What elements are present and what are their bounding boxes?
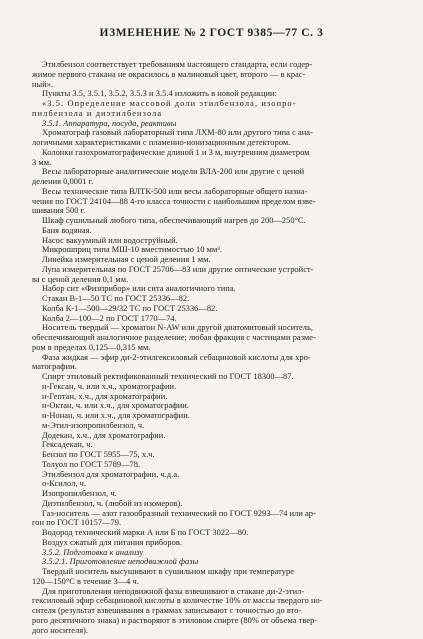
text-line: Толуол по ГОСТ 5789—78. — [42, 459, 141, 469]
text-line: Бензол по ГОСТ 5955—75, х.ч. — [42, 450, 155, 459]
text-line: рого десятичного знака) и растворяют в этиловом спирте (80% от объема твер- — [32, 615, 318, 625]
text-line: 3.5.2. Подготовка к анализу — [42, 547, 144, 557]
text-line: обеспечивающий аналогичное разделение; любая фракция с частицами разме- — [32, 333, 316, 342]
text-line: Водород технический марки А или Б по ГОСТ 3022—80. — [42, 528, 249, 537]
text-line: Хроматограф газовый лабораторный типа ЛХМ-80 или другого типа с ана- — [42, 128, 313, 138]
text-line: 3.5.2.1. Приготовление неподвижной фазы — [42, 557, 199, 567]
text-line: сителя (результат взвешивания в граммах записывают с точностью до вто- — [32, 606, 302, 615]
text-line: Твердый носитель высушивают в сушильном шкафу при температуре — [42, 567, 294, 576]
text-line: Набор сит «Физприбор» или сита аналогичного типа. — [42, 284, 236, 294]
text-line: м-Этил-изопропилбензол, ч. — [42, 420, 145, 430]
text-line: Колонки газохроматографические длиной 1 и 3 м, внутренним диаметром — [42, 147, 310, 157]
text-line: Микрошприц типа МШ-10 вместимостью 10 мм³. — [42, 245, 223, 255]
page-heading: ИЗМЕНЕНИЕ № 2 ГОСТ 9385—77 С. 3 — [99, 27, 324, 39]
text-line: Газ-носитель — азот газообразный технический по ГОСТ 9293—74 или ар- — [42, 508, 316, 518]
text-line: Воздух сжатый для питания приборов. — [42, 537, 183, 547]
text-line: Этилбензол соответствует требованиям настоящего стандарта, если содер- — [42, 60, 313, 69]
text-line: Изопропилбензол, ч. — [42, 489, 117, 498]
text-line: матографии. — [32, 362, 77, 372]
text-line: Баня водяная. — [42, 225, 92, 235]
text-line: гон по ГОСТ 10157—79. — [32, 518, 122, 528]
text-line: Фаза жидкая — эфир ди-2-этилгексиловый себациновой кислоты для хро- — [42, 352, 311, 362]
text-line: н-Гептан, х.ч., для хроматографии. — [42, 391, 168, 401]
text-line: 120—150°С в течение 3—4 ч. — [32, 576, 139, 586]
text-line: деления 0,0001 г. — [32, 177, 94, 186]
text-line: Спирт этиловый ректификованный технический по ГОСТ 18300—87. — [42, 372, 294, 381]
text-line: Весы лабораторные аналитические модели ВЛА-200 или другие с ценой — [42, 167, 305, 177]
text-line: 3.5.1. Аппаратура, посуда, реактивы — [42, 118, 177, 128]
text-line: Пункты 3.5, 3.5.1, 3.5.2, 3.5.3 и 3.5.4 изложить в новой редакции: — [42, 89, 277, 99]
text-line: 3 мм. — [32, 157, 52, 167]
text-line: Для приготовления неподвижной фазы взвешивают в стакане ди-2-этил- — [42, 586, 305, 596]
text-line: Весы технические типа ВЛТК-500 или весы лабораторные общего назна- — [42, 186, 308, 196]
text-line: Лупа измерительная по ГОСТ 25706—83 или другие оптические устройст- — [42, 264, 314, 274]
text-line: дого носителя). — [32, 625, 89, 635]
text-line: Насос вакуумный или водоструйный. — [42, 235, 178, 245]
text-line: Стакан В-1—50 ТС по ГОСТ 25336—82. — [42, 294, 190, 303]
text-line: Колба 2—100—2 по ГОСТ 1770—74. — [42, 313, 177, 323]
text-line: ром в пределах 0,125—0,315 мм. — [32, 342, 151, 352]
text-line: Гексадекан, ч. — [42, 440, 93, 450]
text-line: логичными характеристиками с пламенно-ионизационным детектором. — [32, 138, 291, 147]
text-line: н-Нонан, ч. или х.ч., для хроматографии. — [42, 411, 190, 420]
text-line: ва с ценой деления 0,1 мм. — [32, 274, 129, 284]
text-line: ный». — [32, 79, 54, 89]
text-line: Носитель твердый — хроматон N-AW или другой диатомитовый носитель, — [42, 323, 314, 333]
text-line: жимое первого стакана не окрасилось в малиновый цвет, второго — в крас- — [32, 69, 306, 79]
text-line: Линейка измерительная с ценой деления 1 мм. — [42, 255, 211, 264]
text-line: Диэтилбензол, ч. (любой из изомеров). — [42, 498, 183, 508]
text-line: Этилбензол для хроматографии, ч.д.а. — [42, 469, 180, 479]
text-line: «3.5. Определение массовой доли этилбензола, изопро- — [42, 99, 297, 108]
document-body — [32, 60, 392, 635]
text-line: о-Ксилол, ч. — [42, 479, 87, 489]
text-line: чения по ГОСТ 24104—88 4-го класса точности с наибольшим пределом взве- — [32, 196, 316, 206]
text-line: Колба К-1—500—29/32 ТС по ГОСТ 25336—82. — [42, 303, 218, 313]
text-line: н-Гексан, ч. или х.ч., хроматографии. — [42, 381, 177, 391]
text-line: шивания 500 г. — [32, 206, 86, 216]
text-line: Додекан, х.ч., для хроматографии. — [42, 430, 166, 440]
text-line: Шкаф сушильный любого типа, обеспечивающий нагрев до 200—250°С. — [42, 216, 306, 225]
text-line: гексиловый эфир себациновой кислоты в количестве 10% от массы твердого но- — [32, 596, 323, 606]
text-line: пилбензола и диэтилбензола — [32, 108, 163, 118]
text-line: н-Октан, ч. или х.ч., для хроматографии. — [42, 401, 189, 411]
